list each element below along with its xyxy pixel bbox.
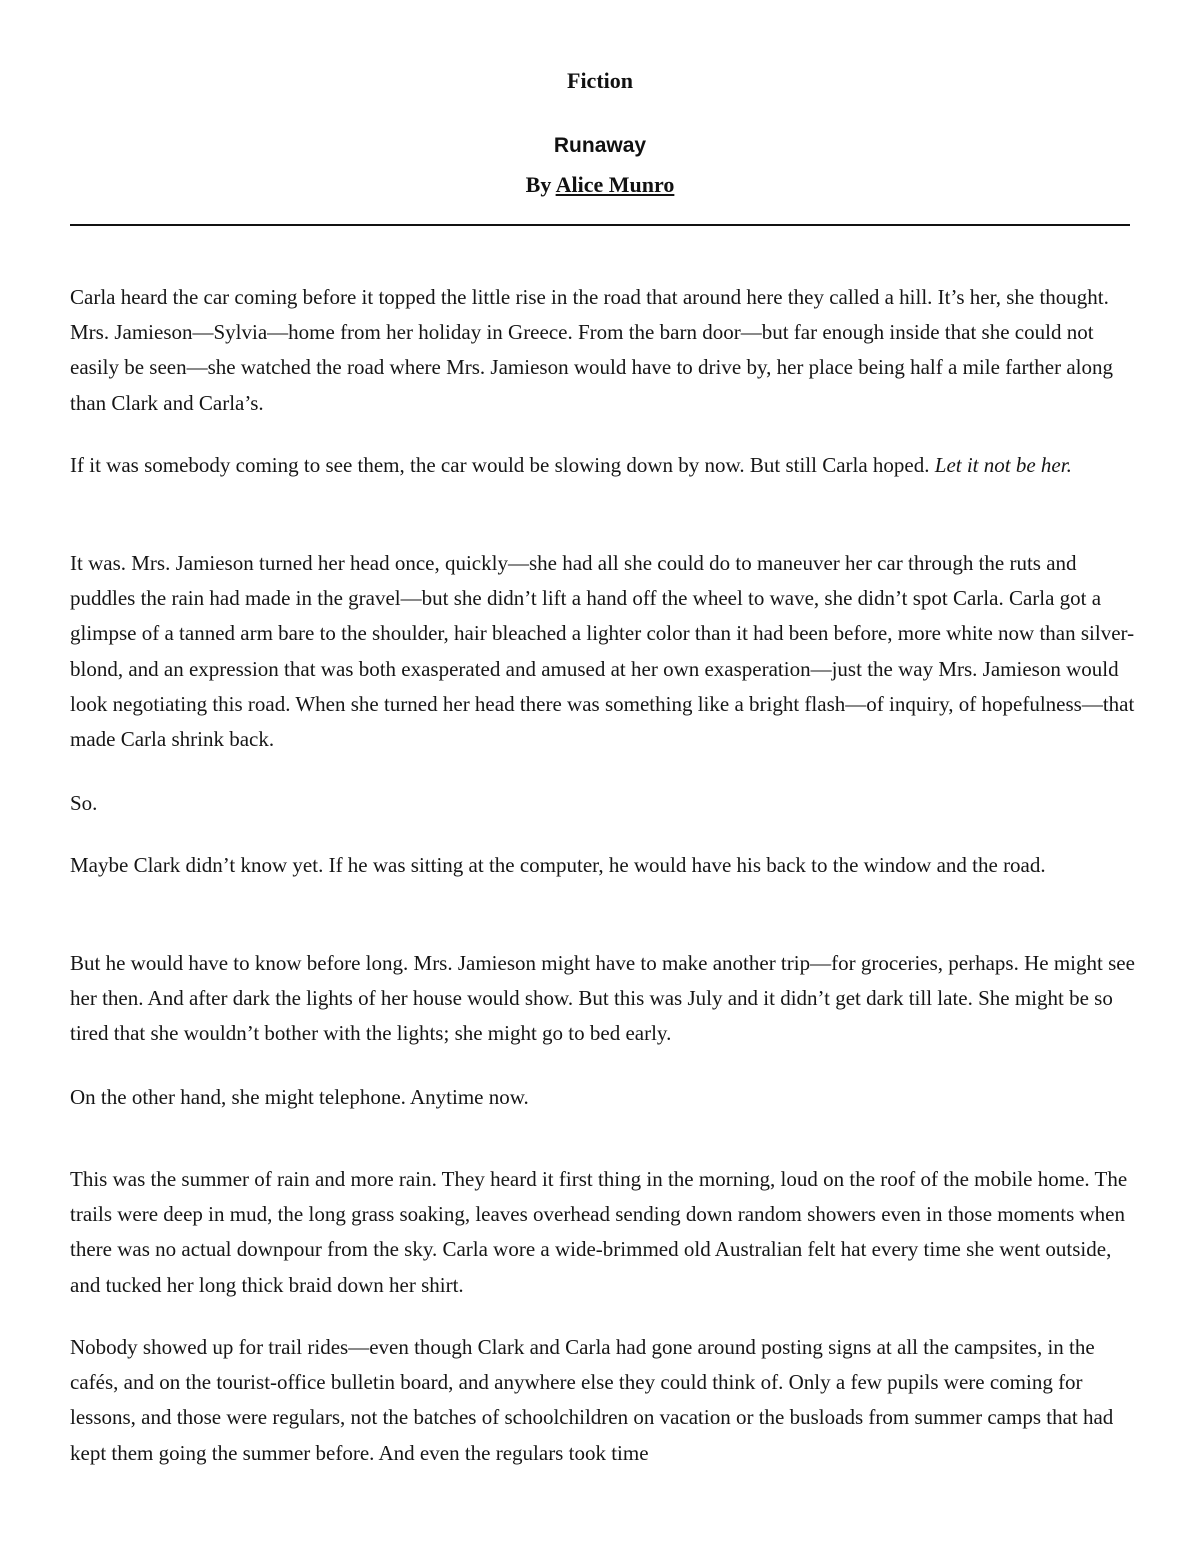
author-link[interactable]: Alice Munro bbox=[555, 172, 675, 197]
paragraph-9: Nobody showed up for trail rides—even though Clark and Carla had gone around posting signs at all the campsites, in the cafés, and on the tourist-office bulletin board, and anywhere else they could think of. Only a few pupils were coming for lessons, and those were regulars, not the batches of schoolchildren on vacation or the busloads from summer camps that had kept them going the summer before. And even the regulars took time bbox=[70, 1335, 1114, 1465]
paragraph-2-italic: Let it not be her. bbox=[934, 453, 1072, 477]
section-label: Fiction bbox=[567, 68, 633, 93]
paragraph-2 bbox=[70, 448, 1138, 483]
paragraph-2-text: If it was somebody coming to see them, the car would be slowing down by now. But still Carla hoped. bbox=[70, 453, 935, 477]
paragraph-6: But he would have to know before long. Mrs. Jamieson might have to make another trip—for groceries, perhaps. He might see her then. And after dark the lights of her house would show. But this was July and it didn’t get dark till late. She might be so tired that she wouldn’t bother with the lights; she might go to bed early. bbox=[70, 951, 1135, 1046]
header-divider bbox=[70, 224, 1130, 226]
byline-prefix: By bbox=[525, 172, 556, 197]
paragraph-8: This was the summer of rain and more rain. They heard it first thing in the morning, loud on the roof of the mobile home. The trails were deep in mud, the long grass soaking, leaves overhead sending down random showers even in those moments when there was no actual downpour from the sky. Carla wore a wide-brimmed old Australian felt hat every time she went outside, and tucked her long thick braid down her shirt. bbox=[70, 1167, 1128, 1297]
paragraph-7: On the other hand, she might telephone. Anytime now. bbox=[70, 1085, 529, 1109]
story-title: Runaway bbox=[553, 134, 647, 157]
byline bbox=[0, 172, 1200, 198]
paragraph-3: It was. Mrs. Jamieson turned her head once, quickly—she had all she could do to maneuver her car through the ruts and puddles the rain had made in the gravel—but she didn’t lift a hand off the wheel to wave, she didn’t spot Carla. Carla got a glimpse of a tanned arm bare to the shoulder, hair bleached a lighter color than it had been before, more white now than silver-blond, and an expression that was both exasperated and amused at her own exasperation—just the way Mrs. Jamieson would look negotiating this road. When she turned her head there was something like a bright flash—of inquiry, of hopefulness—that made Carla shrink back. bbox=[70, 551, 1135, 752]
paragraph-5: Maybe Clark didn’t know yet. If he was sitting at the computer, he would have his back to the window and the road. bbox=[70, 853, 1046, 877]
paragraph-4: So. bbox=[70, 791, 98, 815]
paragraph-1: Carla heard the car coming before it topped the little rise in the road that around here they called a hill. It’s her, she thought. Mrs. Jamieson—Sylvia—home from her holiday in Greece. From the barn door—but far enough inside that she could not easily be seen—she watched the road where Mrs. Jamieson would have to drive by, her place being half a mile farther along than Clark and Carla’s. bbox=[70, 285, 1114, 415]
